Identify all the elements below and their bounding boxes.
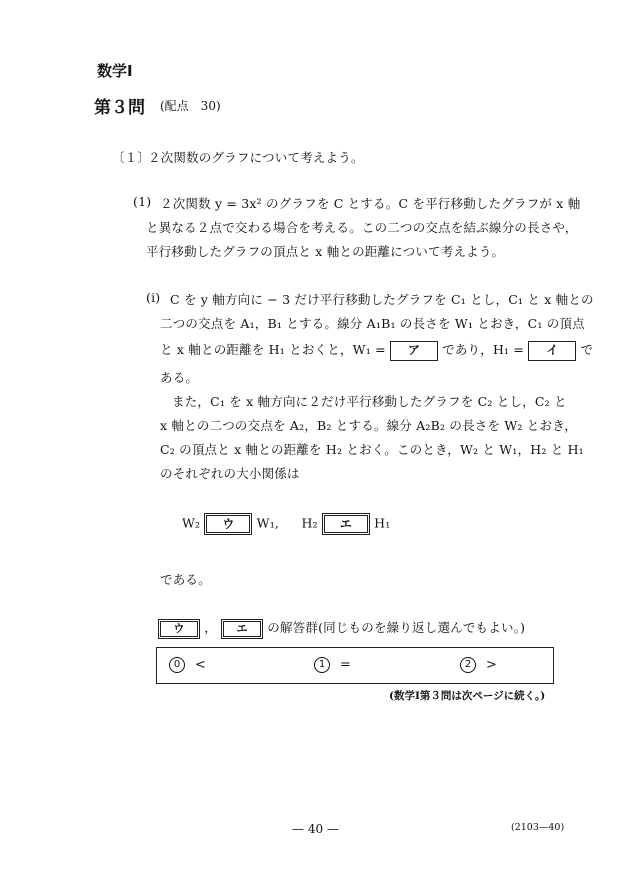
relation-line	[182, 513, 390, 535]
para2-line-1: また，C₁ を x 軸方向に２だけ平行移動したグラフを C₂ とし，C₂ と	[172, 394, 567, 409]
answer-group-box-e: エ	[221, 619, 263, 639]
answer-box-i[interactable]: イ	[528, 341, 576, 361]
para2-line-3: C₂ の頂点と x 軸との距離を H₂ とおく。このとき，W₂ と W₁，H₂ と H₁	[160, 442, 584, 457]
choice-number-2: 2	[460, 657, 476, 673]
sub-label: (i)	[146, 290, 161, 305]
sub-line-3-post: で	[580, 342, 594, 357]
part-line-3: 平行移動したグラフの頂点と x 軸との距離について考えよう。	[146, 244, 505, 259]
sub-line-2: 二つの交点を A₁，B₁ とする。線分 A₁B₁ の長さを W₁ とおき，C₁ の頂点	[160, 316, 585, 331]
para2-line-4: のそれぞれの大小関係は	[160, 466, 300, 481]
choice-2[interactable]	[460, 657, 497, 673]
relation-w2: W₂	[182, 515, 201, 531]
points-note: (配点 30)	[160, 99, 221, 113]
choice-number-0: 0	[169, 657, 185, 673]
sub-line-3-mid: であり，H₁ =	[442, 342, 525, 357]
sub-line-1: C を y 軸方向に − 3 だけ平行移動したグラフを C₁ とし，C₁ と x 軸との	[170, 292, 594, 307]
choice-number-1: 1	[314, 657, 330, 673]
part-label: (1)	[133, 194, 152, 209]
choice-symbol-2: >	[486, 657, 497, 673]
answer-box-u[interactable]: ウ	[204, 513, 252, 535]
part-line-2: と異なる２点で交わる場合を考える。この二つの交点を結ぶ線分の長さや，	[146, 220, 578, 235]
relation-h2: H₂	[301, 515, 318, 531]
continued-note: (数学Ⅰ第３問は次ページに続く。)	[389, 690, 546, 702]
answer-choices	[156, 647, 554, 684]
choice-0[interactable]	[169, 657, 206, 673]
relation-h1: H₁	[374, 515, 391, 531]
answer-group-sep: ，	[204, 620, 217, 635]
page-number: — 40 —	[292, 822, 339, 836]
answer-box-a[interactable]: ア	[390, 341, 438, 361]
sub-line-4: ある。	[160, 370, 199, 385]
para2-line-2: x 軸との二つの交点を A₂，B₂ とする。線分 A₂B₂ の長さを W₂ とおき，	[160, 418, 578, 433]
section-intro: ２次関数のグラフについて考えよう。	[148, 150, 364, 165]
choice-symbol-1: =	[340, 657, 351, 673]
part-line-1: ２次関数 y = 3x² のグラフを C とする。C を平行移動したグラフが x 軸	[160, 196, 581, 211]
sub-line-3	[160, 340, 593, 361]
answer-group-text: の解答群(同じものを繰り返し選んでもよい。)	[267, 620, 526, 635]
answer-group-header	[158, 618, 525, 639]
choice-1[interactable]	[314, 657, 351, 673]
page-code: (2103—40)	[511, 822, 565, 833]
subject-title: 数学Ⅰ	[97, 62, 133, 80]
answer-group-box-u: ウ	[158, 619, 200, 639]
relation-w1: W₁,	[256, 515, 280, 531]
section-label: 〔１〕	[112, 150, 151, 165]
sub-line-3-pre: と x 軸との距離を H₁ とおくと，W₁ =	[160, 342, 386, 357]
answer-box-e[interactable]: エ	[322, 513, 370, 535]
question-heading: 第３問	[94, 98, 145, 118]
conclusion: である。	[160, 572, 211, 587]
choice-symbol-0: <	[195, 657, 206, 673]
